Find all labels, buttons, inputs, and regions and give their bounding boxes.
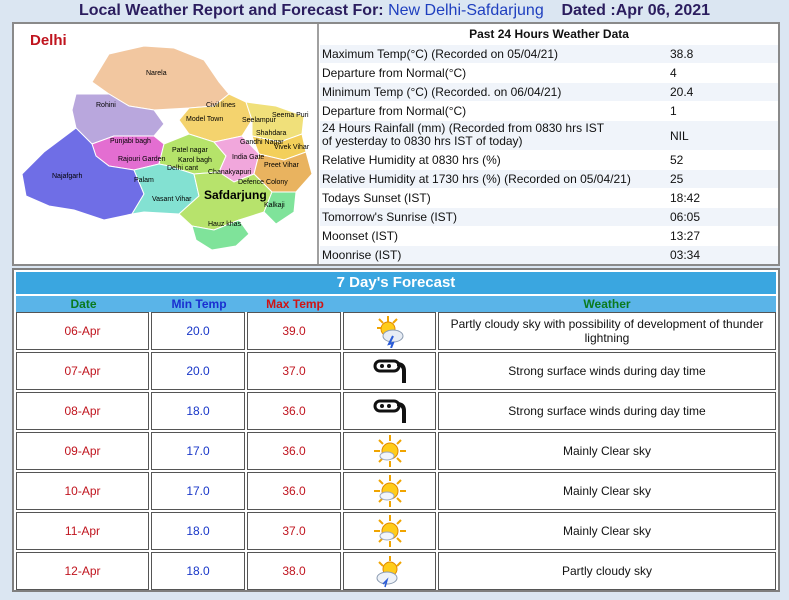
- top-panel: [12, 22, 780, 266]
- wx-label: Relative Humidity at 1730 hrs (%) (Recorded on 05/04/21): [322, 172, 631, 186]
- map-label-vasant-vihar: Vasant Vihar: [152, 196, 192, 203]
- map-label-civil-lines: Civil lines: [206, 102, 236, 109]
- forecast-min-temp: 17.0: [151, 432, 245, 470]
- forecast-min-temp: 17.0: [151, 472, 245, 510]
- wx-value: 52: [670, 153, 684, 167]
- header-prefix: Local Weather Report and Forecast For:: [78, 2, 384, 19]
- map-label-preet-vihar: Preet Vihar: [264, 162, 299, 169]
- map-label-kalkaji: Kalkaji: [264, 202, 285, 209]
- delhi-district-map: [14, 24, 319, 264]
- forecast-row: [16, 512, 776, 552]
- map-label-narela: Narela: [146, 70, 167, 77]
- forecast-date: 11-Apr: [16, 512, 149, 550]
- wx-label: Tomorrow's Sunrise (IST): [322, 210, 457, 224]
- past-24-hours-title: Past 24 Hours Weather Data: [469, 27, 629, 41]
- forecast-max-temp: 37.0: [247, 352, 341, 390]
- clear-sky-sun-icon: [343, 432, 436, 470]
- wx-value: 38.8: [670, 47, 694, 61]
- forecast-min-temp: 20.0: [151, 312, 245, 350]
- forecast-weather: Strong surface winds during day time: [438, 392, 776, 430]
- forecast-weather: Mainly Clear sky: [438, 472, 776, 510]
- wx-value: 03:34: [670, 248, 701, 262]
- wx-label: Moonrise (IST): [322, 248, 402, 262]
- wx-row: [320, 245, 778, 264]
- forecast-min-temp: 20.0: [151, 352, 245, 390]
- forecast-date: 07-Apr: [16, 352, 149, 390]
- wx-label: [322, 122, 662, 148]
- map-label-delhi-cant: Delhi cant: [167, 165, 199, 172]
- forecast-max-temp: 36.0: [247, 432, 341, 470]
- map-label-najafgarh: Najafgarh: [52, 173, 83, 180]
- wx-value: 18:42: [670, 191, 701, 205]
- map-label-chanakyapuri: Chanakyapuri: [208, 169, 252, 176]
- map-label-seema-puri: Seema Puri: [272, 112, 309, 119]
- forecast-max-temp: 36.0: [247, 392, 341, 430]
- map-label-palam: Palam: [134, 177, 154, 184]
- map-label-india-gate: India Gate: [232, 154, 265, 161]
- wx-value: 1: [670, 104, 677, 118]
- forecast-date: 10-Apr: [16, 472, 149, 510]
- forecast-date: 08-Apr: [16, 392, 149, 430]
- map-label-rohini: Rohini: [96, 102, 116, 109]
- clear-sky-sun-icon: [343, 472, 436, 510]
- header-weather: Weather: [438, 296, 776, 312]
- forecast-row: [16, 352, 776, 392]
- forecast-weather: Strong surface winds during day time: [438, 352, 776, 390]
- clear-sky-sun-icon: [343, 512, 436, 550]
- wx-row: [320, 226, 778, 245]
- wx-row: [320, 120, 778, 150]
- map-label-model-town: Model Town: [186, 116, 224, 123]
- wx-value: 06:05: [670, 210, 701, 224]
- map-label-defence-colony: Defence Colony: [238, 179, 288, 186]
- wx-value: 25: [670, 172, 684, 186]
- forecast-date: 09-Apr: [16, 432, 149, 470]
- map-label-karol-bagh: Karol bagh: [178, 157, 212, 164]
- wx-value: NIL: [670, 129, 689, 143]
- header-icon: [343, 296, 438, 312]
- map-label-hauz-khas: Hauz khas: [208, 221, 242, 228]
- report-header: [0, 0, 789, 22]
- past-24-hours-panel: [320, 24, 778, 264]
- wx-label: Departure from Normal(°C): [322, 104, 467, 118]
- wx-row: [320, 169, 778, 188]
- forecast-max-temp: 39.0: [247, 312, 341, 350]
- report-date: Dated :Apr 06, 2021: [561, 2, 711, 19]
- map-label-safdarjung: Safdarjung: [204, 188, 267, 202]
- forecast-weather: Partly cloudy sky: [438, 552, 776, 590]
- forecast-max-temp: 36.0: [247, 472, 341, 510]
- wx-label: Departure from Normal(°C): [322, 66, 467, 80]
- thunder-partly-cloudy-icon: [343, 312, 436, 350]
- wx-label-line: 24 Hours Rainfall (mm) (Recorded from 0830 hrs IST: [322, 121, 605, 135]
- forecast-date: 06-Apr: [16, 312, 149, 350]
- wx-label: Maximum Temp(°C) (Recorded on 05/04/21): [322, 47, 559, 61]
- forecast-row: [16, 552, 776, 592]
- map-label-vivek-vihar: Vivek Vihar: [274, 144, 310, 151]
- header-max-temp: Max Temp: [247, 296, 343, 312]
- wx-row: [320, 101, 778, 120]
- wind-icon: [343, 392, 436, 430]
- forecast-weather: Partly cloudy sky with possibility of development of thunder lightning: [438, 312, 776, 350]
- forecast-row: [16, 432, 776, 472]
- wx-row: [320, 44, 778, 63]
- map-title: Delhi: [30, 32, 67, 49]
- wx-value: 20.4: [670, 85, 694, 99]
- forecast-weather: Mainly Clear sky: [438, 512, 776, 550]
- forecast-date: 12-Apr: [16, 552, 149, 590]
- wx-row: [320, 82, 778, 101]
- forecast-weather: Mainly Clear sky: [438, 432, 776, 470]
- map-label-patel-nagar: Patel nagar: [172, 147, 208, 154]
- map-label-punjabi-bagh: Punjabi bagh: [110, 138, 151, 145]
- wx-row: [320, 150, 778, 169]
- forecast-max-temp: 37.0: [247, 512, 341, 550]
- header-min-temp: Min Temp: [151, 296, 247, 312]
- wx-value: 4: [670, 66, 677, 80]
- header-date: Date: [16, 296, 151, 312]
- wind-icon: [343, 352, 436, 390]
- forecast-min-temp: 18.0: [151, 512, 245, 550]
- map-label-gandhi-nagar: Gandhi Nagar: [240, 139, 284, 146]
- forecast-row: [16, 392, 776, 432]
- seven-day-forecast: [12, 268, 780, 592]
- wx-label: Todays Sunset (IST): [322, 191, 431, 205]
- wx-value: 13:27: [670, 229, 701, 243]
- wx-label: Minimum Temp (°C) (Recorded. on 06/04/21): [322, 85, 562, 99]
- map-label-shahdara: Shahdara: [256, 130, 287, 137]
- wx-label: Relative Humidity at 0830 hrs (%): [322, 153, 501, 167]
- forecast-min-temp: 18.0: [151, 392, 245, 430]
- station-name: New Delhi-Safdarjung: [388, 2, 544, 19]
- wx-row: [320, 63, 778, 82]
- forecast-max-temp: 38.0: [247, 552, 341, 590]
- forecast-row: [16, 472, 776, 512]
- wx-row: [320, 188, 778, 207]
- forecast-title: 7 Day's Forecast: [16, 272, 776, 294]
- forecast-row: [16, 312, 776, 352]
- forecast-min-temp: 18.0: [151, 552, 245, 590]
- map-label-seelampur: Seelampur: [242, 117, 276, 124]
- partly-cloudy-icon: [343, 552, 436, 590]
- wx-label-line: of yesterday to 0830 hrs IST of today): [322, 134, 523, 148]
- wx-label: Moonset (IST): [322, 229, 399, 243]
- wx-row: [320, 207, 778, 226]
- map-label-rajouri-garden: Rajouri Garden: [118, 156, 166, 163]
